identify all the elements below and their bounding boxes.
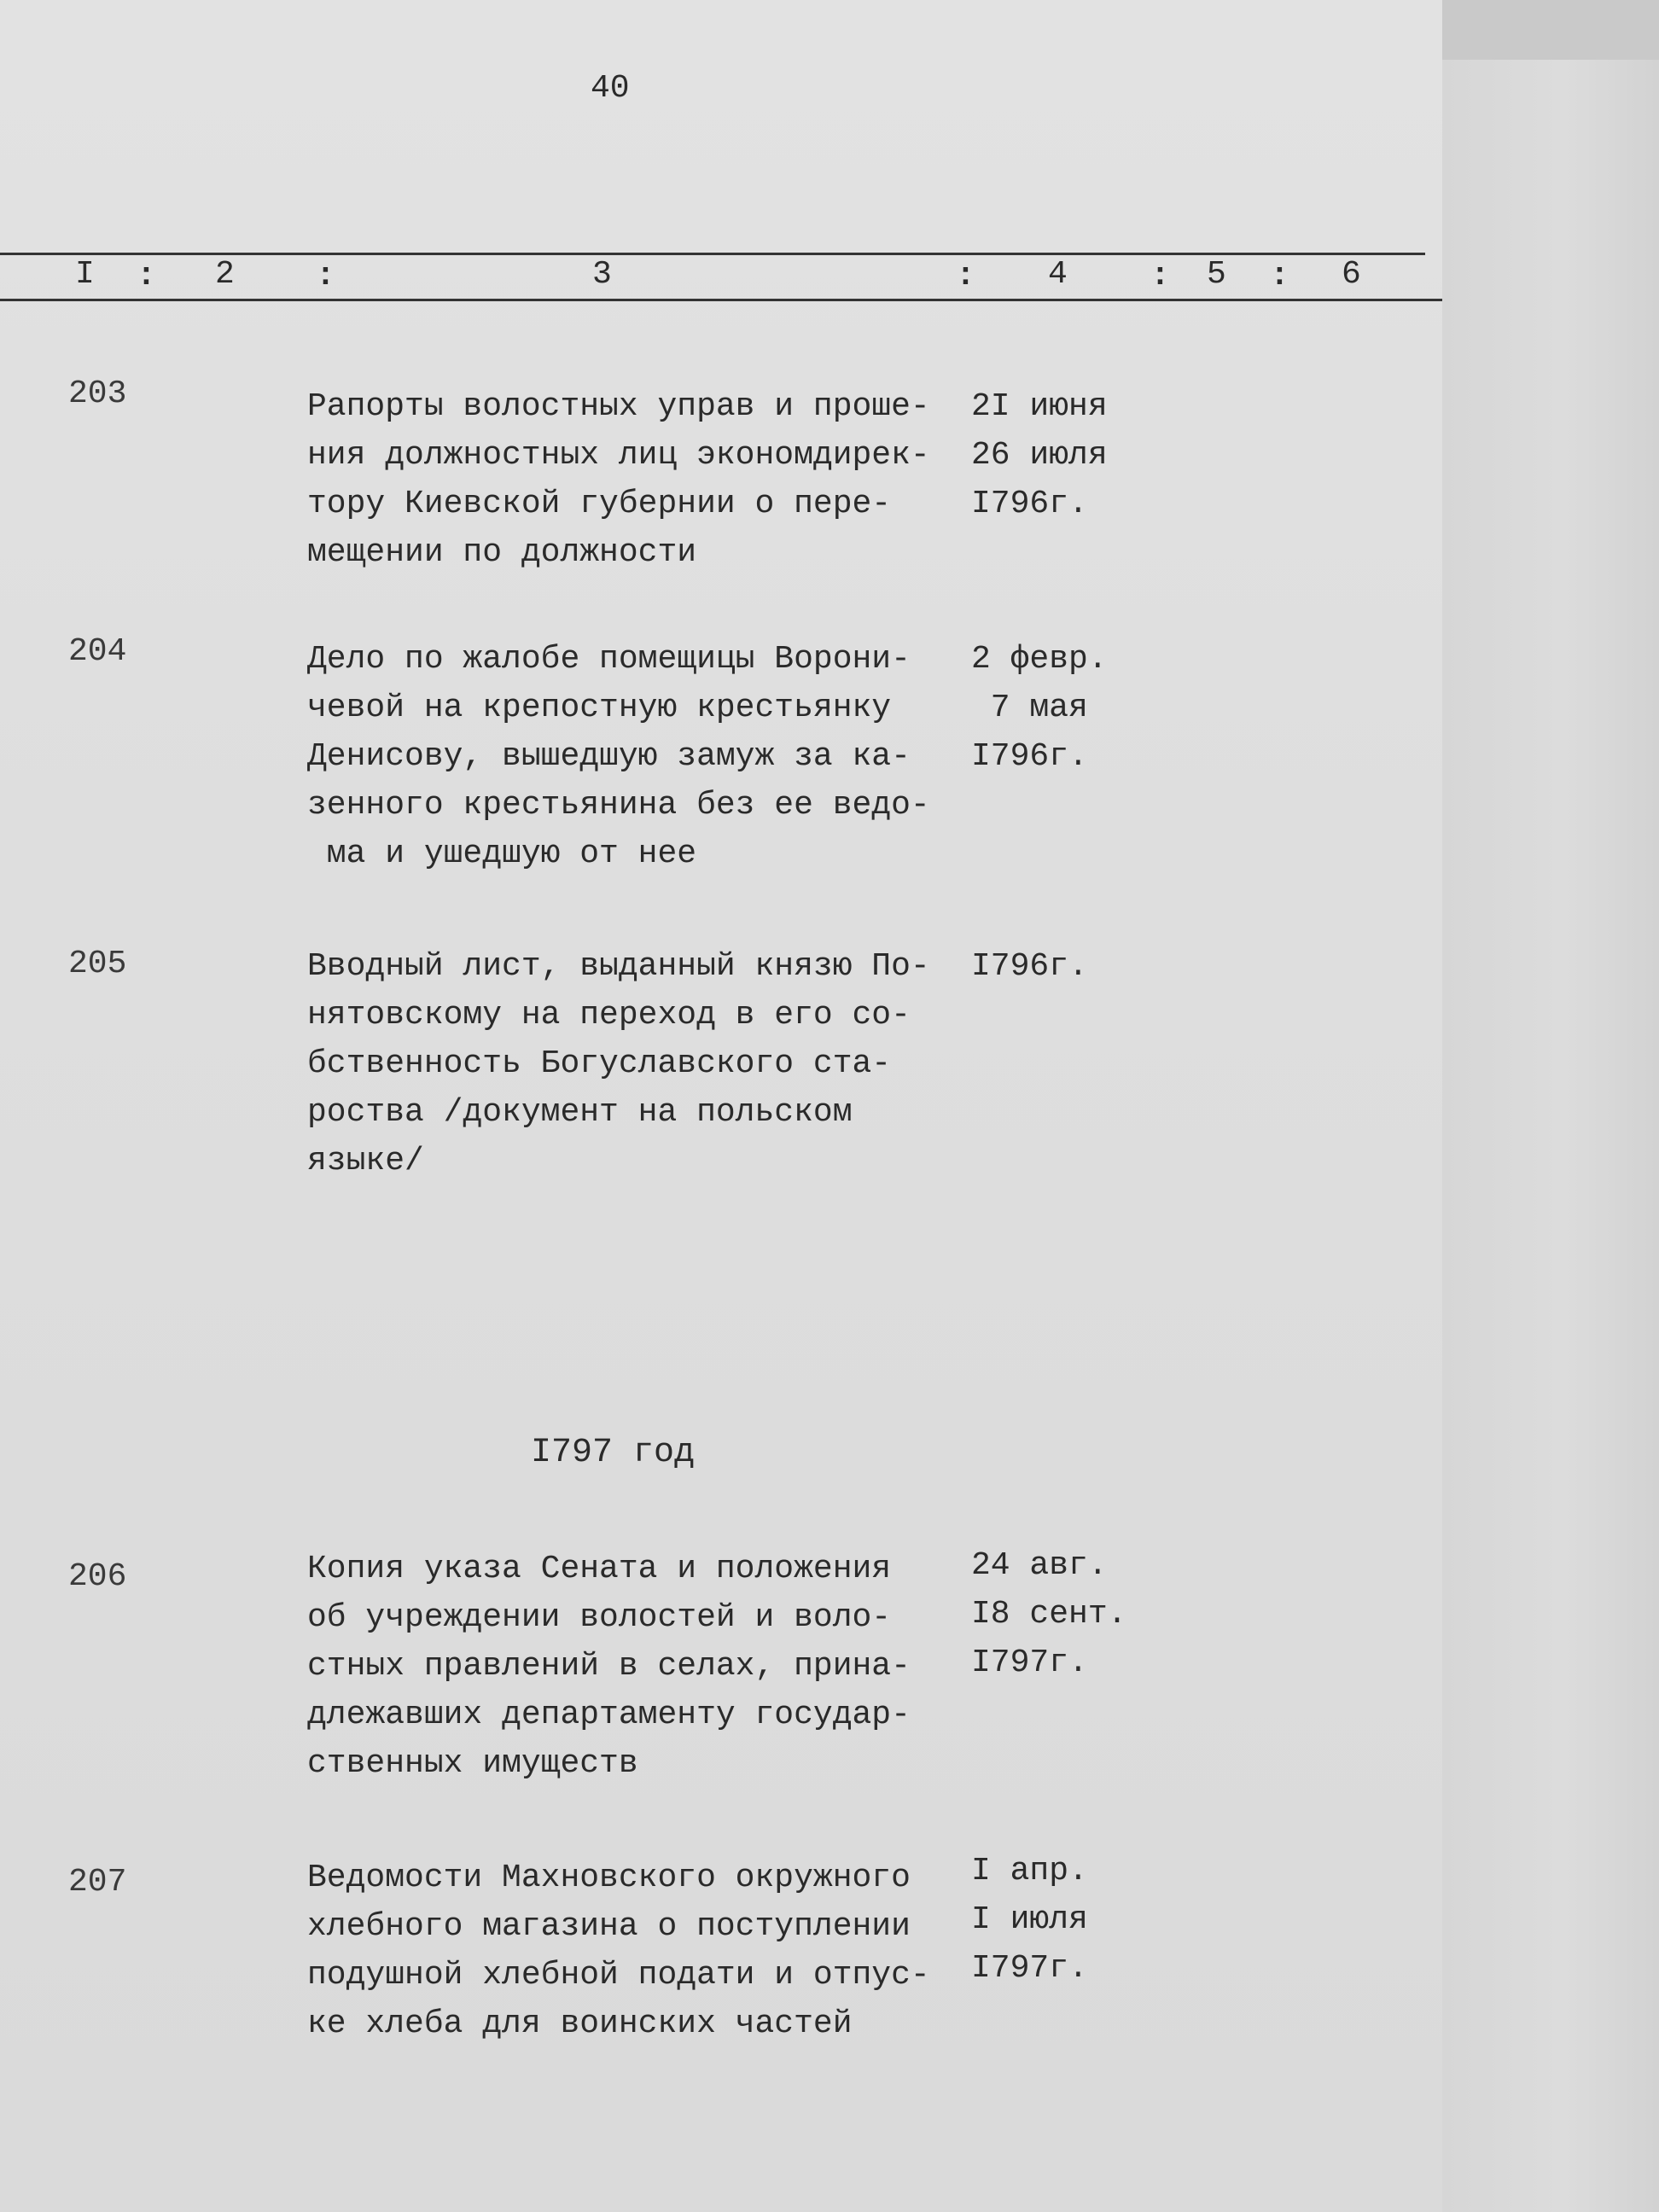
description-line: Денисову, вышедшую замуж за ка- [307, 738, 911, 775]
description-line: бственность Богуславского ста- [307, 1045, 892, 1082]
entry-dates [971, 635, 1108, 781]
description-line: мещении по должности [307, 534, 697, 571]
entry-description [307, 382, 973, 577]
page-number: 40 [591, 70, 630, 107]
date-line: 2 февр. [971, 641, 1108, 678]
entry-dates [971, 1847, 1088, 1993]
description-line: Ведомости Махновского окружного [307, 1860, 911, 1896]
description-line: Копия указа Сената и положения [307, 1551, 892, 1587]
description-line: зенного крестьянина без ее ведо- [307, 787, 930, 824]
column-separator: : [316, 258, 335, 294]
entry-description [307, 1854, 973, 2048]
column-header-4: 4 [1048, 256, 1068, 293]
description-line: ма и ушедшую от нее [307, 835, 697, 872]
date-line: I797г. [971, 1950, 1088, 1987]
date-line: I796г. [971, 948, 1088, 985]
table-header-top-rule [0, 253, 1425, 255]
column-separator: : [1270, 258, 1289, 294]
entry-dates [971, 942, 1088, 991]
description-line: стных правлений в селах, прина- [307, 1648, 911, 1685]
entry-number: 205 [68, 946, 127, 982]
description-line: подушной хлебной подати и отпус- [307, 1957, 930, 1994]
column-header-1: I [75, 256, 95, 293]
date-line: I апр. [971, 1853, 1088, 1889]
date-line: 7 мая [971, 690, 1088, 726]
entry-number: 206 [68, 1558, 127, 1595]
description-line: ния должностных лиц экономдирек- [307, 437, 930, 474]
date-line: I796г. [971, 486, 1088, 522]
year-heading: I797 год [531, 1434, 696, 1472]
description-line: хлебного магазина о поступлении [307, 1908, 911, 1945]
entry-description [307, 942, 973, 1185]
date-line: 2I июня [971, 388, 1108, 425]
date-line: 24 авг. [971, 1547, 1108, 1584]
column-header-6: 6 [1342, 256, 1361, 293]
entry-dates [971, 382, 1108, 528]
description-line: об учреждении волостей и воло- [307, 1599, 892, 1636]
date-line: 26 июля [971, 437, 1108, 474]
description-line: ке хлеба для воинских частей [307, 2005, 853, 2042]
column-separator: : [1150, 258, 1170, 294]
description-line: тору Киевской губернии о пере- [307, 486, 892, 522]
entry-dates [971, 1541, 1126, 1687]
column-separator: : [956, 258, 975, 294]
description-line: роства /документ на польском [307, 1094, 853, 1131]
entry-description [307, 1545, 973, 1788]
date-line: I июля [971, 1901, 1088, 1938]
description-line: длежавших департаменту государ- [307, 1697, 911, 1733]
entry-number: 207 [68, 1864, 127, 1901]
entry-description [307, 635, 973, 878]
column-header-3: 3 [592, 256, 612, 293]
entry-number: 203 [68, 375, 127, 412]
description-line: чевой на крепостную крестьянку [307, 690, 892, 726]
entry-number: 204 [68, 633, 127, 670]
column-header-2: 2 [215, 256, 235, 293]
description-line: нятовскому на переход в его со- [307, 997, 911, 1033]
description-line: Рапорты волостных управ и проше- [307, 388, 930, 425]
description-line: ственных имуществ [307, 1745, 638, 1782]
description-line: Вводный лист, выданный князю По- [307, 948, 930, 985]
date-line: I797г. [971, 1644, 1088, 1681]
description-line: Дело по жалобе помещицы Ворони- [307, 641, 911, 678]
description-line: языке/ [307, 1143, 424, 1179]
column-header-5: 5 [1207, 256, 1226, 293]
table-header-bottom-rule [0, 299, 1442, 301]
paper-edge [1421, 60, 1659, 2212]
column-separator: : [137, 258, 156, 294]
date-line: I8 сент. [971, 1596, 1127, 1633]
date-line: I796г. [971, 738, 1088, 775]
